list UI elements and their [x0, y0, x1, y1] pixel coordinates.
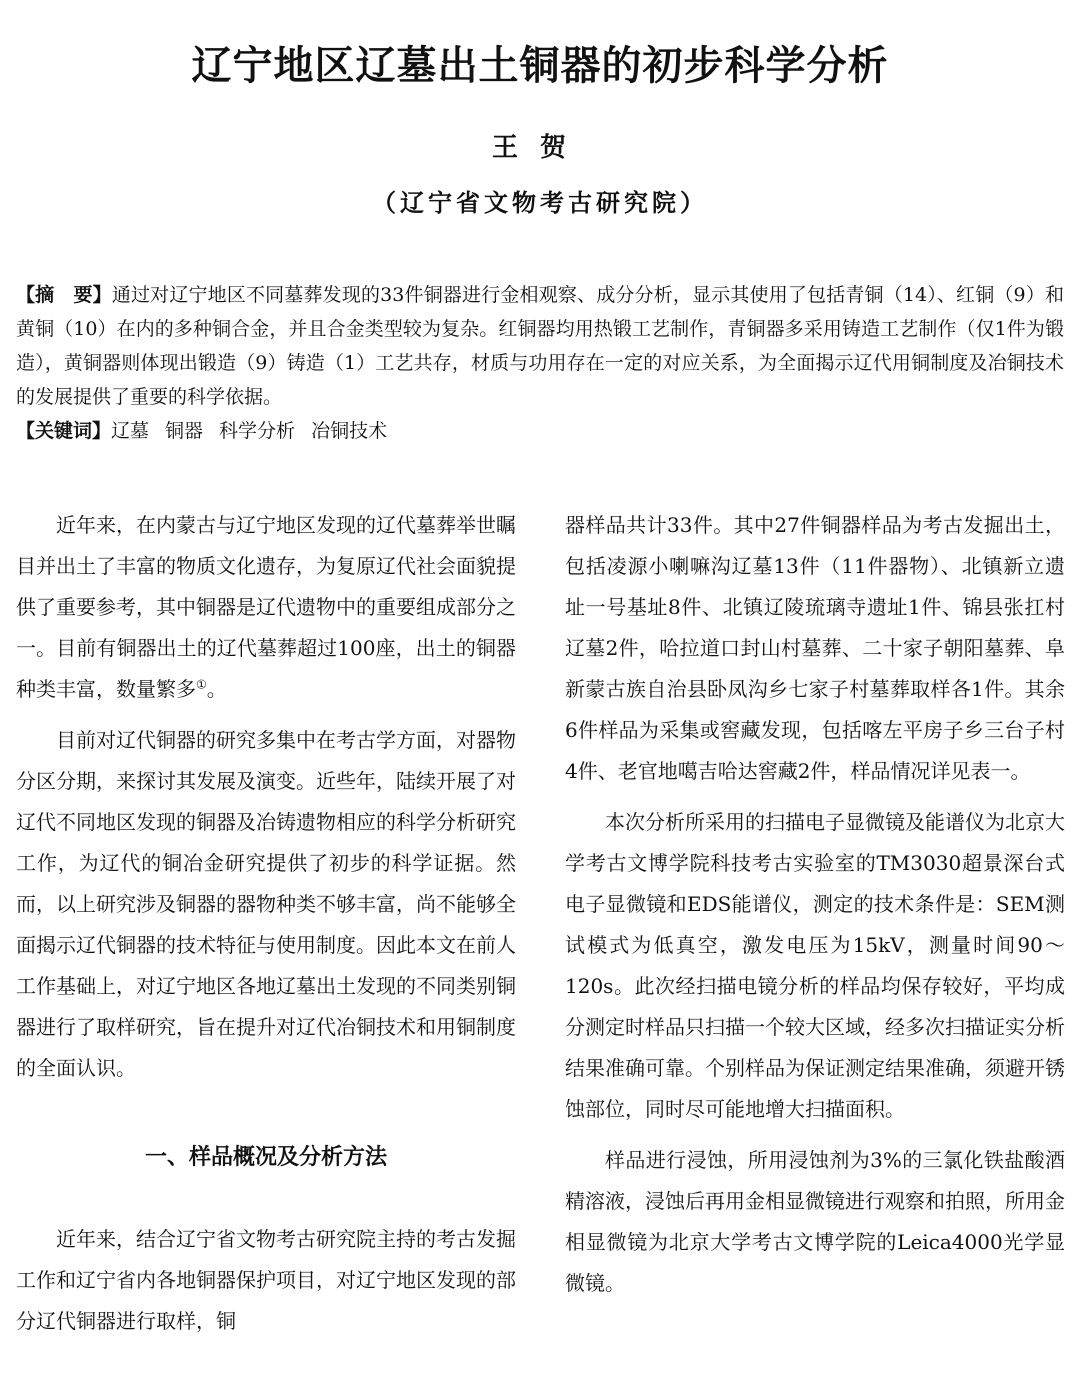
abstract-paragraph [16, 278, 1064, 414]
keyword-item: 科学分析 [219, 420, 296, 442]
body-paragraph-continued: 器样品共计33件。其中27件铜器样品为考古发掘出土，包括凌源小喇嘛沟辽墓13件（11件器物）、北镇新立遗址一号基址8件、北镇辽陵琉璃寺遗址1件、锦县张扛村辽墓2件，哈拉道口封山村墓葬、二十家子朝阳墓葬、阜新蒙古族自治县卧凤沟乡七家子村墓葬取样各1件。其余6件样品为采集或窖藏发现，包括喀左平房子乡三台子村4件、老官地噶吉哈达窖藏2件，样品情况详见表一。 [565, 513, 1065, 783]
body-paragraph: 目前对辽代铜器的研究多集中在考古学方面，对器物分区分期，来探讨其发展及演变。近些年，陆续开展了对辽代不同地区发现的铜器及冶铸遗物相应的科学分析研究工作，为辽代的铜冶金研究提供了初步的科学证据。然而，以上研究涉及铜器的器物种类不够丰富，尚不能够全面揭示辽代铜器的技术特征与使用制度。因此本文在前人工作基础上，对辽宁地区各地辽墓出土发现的不同类别铜器进行了取样研究，旨在提升对辽代冶铜技术和用铜制度的全面认识。 [16, 728, 516, 1080]
paragraph-end: 。 [206, 677, 227, 701]
abstract-label: 【摘 要】 [16, 284, 112, 306]
author-name: 王贺 [491, 133, 588, 163]
body-paragraph [16, 505, 516, 710]
body-paragraph: 样品进行浸蚀，所用浸蚀剂为3%的三氯化铁盐酸酒精溶液，浸蚀后再用金相显微镜进行观察和拍照，所用金相显微镜为北京大学考古文博学院的Leica4000光学显微镜。 [565, 1148, 1065, 1295]
keywords-label: 【关键词】 [16, 420, 112, 442]
body-paragraph: 近年来，结合辽宁省文物考古研究院主持的考古发掘工作和辽宁省内各地铜器保护项目，对辽宁地区发现的部分辽代铜器进行取样，铜 [16, 1227, 516, 1333]
keyword-item: 冶铜技术 [311, 420, 388, 442]
keyword-item: 铜器 [165, 420, 204, 442]
paragraph-text: 近年来，在内蒙古与辽宁地区发现的辽代墓葬举世瞩目并出土了丰富的物质文化遗存，为复原辽代社会面貌提供了重要参考，其中铜器是辽代遗物中的重要组成部分之一。目前有铜器出土的辽代墓葬超过100座，出土的铜器种类丰富，数量繁多 [16, 513, 516, 701]
author-affiliation: （辽宁省文物考古研究院） [372, 188, 708, 217]
body-paragraph: 本次分析所采用的扫描电子显微镜及能谱仪为北京大学考古文博学院科技考古实验室的TM3030超景深台式电子显微镜和EDS能谱仪，测定的技术条件是：SEM测试模式为低真空，激发电压为15kV，测量时间90～120s。此次经扫描电镜分析的样品均保存较好，平均成分测定时样品只扫描一个较大区域，经多次扫描证实分析结果准确可靠。个别样品为保证测定结果准确，须避开锈蚀部位，同时尽可能地增大扫描面积。 [565, 810, 1065, 1121]
abstract-block [16, 278, 1064, 448]
body-column-left [16, 505, 516, 1342]
section-heading: 一、样品概况及分析方法 [144, 1144, 387, 1170]
paper-title: 辽宁地区辽墓出土铜器的初步科学分析 [191, 42, 889, 89]
abstract-text: 通过对辽宁地区不同墓葬发现的33件铜器进行金相观察、成分分析，显示其使用了包括青铜（14）、红铜（9）和黄铜（10）在内的多种铜合金，并且合金类型较为复杂。红铜器均用热锻工艺制作，青铜器多采用铸造工艺制作（仅1件为锻造），黄铜器则体现出锻造（9）铸造（1）工艺共存，材质与功用存在一定的对应关系，为全面揭示辽代用铜制度及冶铜技术的发展提供了重要的科学依据。 [16, 284, 1064, 408]
keywords-line [16, 414, 1064, 448]
footnote-marker: ① [196, 677, 207, 692]
keyword-item: 辽墓 [111, 420, 150, 442]
body-column-right [565, 505, 1065, 1304]
